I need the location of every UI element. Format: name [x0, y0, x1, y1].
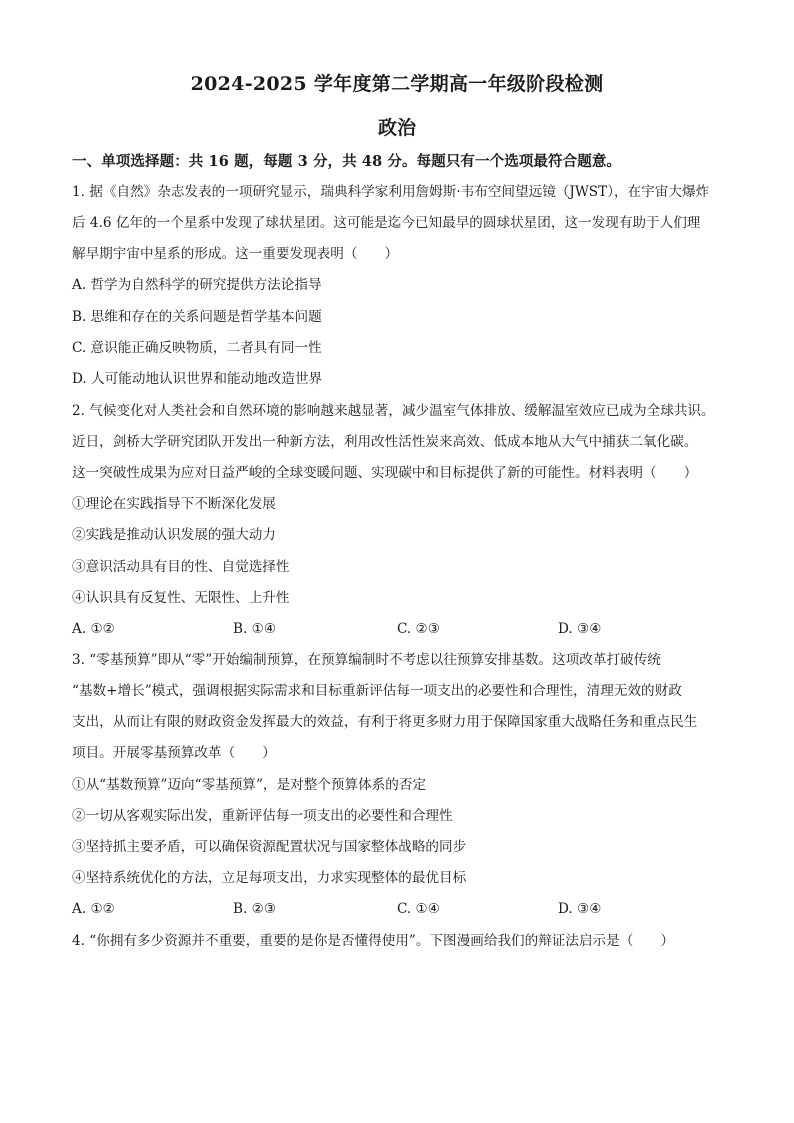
question-3-stem-line-3: 支出，从而让有限的财政资金发挥最大的效益，有利于将更多财力用于保障国家重大战略任务和重点民生	[72, 714, 698, 730]
question-3-choice-c: C. ①④	[397, 901, 440, 917]
question-3-choice-d: D. ③④	[558, 901, 602, 917]
exam-subject: 政治	[377, 117, 416, 139]
question-2-stem-line-1: 2. 气候变化对人类社会和自然环境的影响越来越显著，减少温室气体排放、缓解温室效应已成为全球共识。	[72, 403, 715, 419]
question-2-statement-2: ②实践是推动认识发展的强大动力	[72, 527, 276, 543]
section-heading: 一、单项选择题：共 16 题，每题 3 分，共 48 分。每题只有一个选项最符合题意。	[72, 153, 622, 170]
question-1-stem-line-2: 后 4.6 亿年的一个星系中发现了球状星团。这可能是迄今已知最早的圆球状星团，这一发现有助于人们理	[72, 215, 701, 231]
question-1-option-d: D. 人可能动地认识世界和能动地改造世界	[72, 371, 323, 387]
question-3-statement-1: ①从“基数预算”迈向“零基预算”，是对整个预算体系的否定	[72, 777, 427, 793]
question-1-stem-line-1: 1. 据《自然》杂志发表的一项研究显示，瑞典科学家利用詹姆斯·韦布空间望远镜（JWST），在宇宙大爆炸	[72, 184, 710, 200]
question-3-stem-line-4: 项目。开展零基预算改革（ ）	[72, 745, 276, 761]
question-2-choice-b: B. ①④	[233, 621, 277, 637]
question-3-statement-2: ②一切从客观实际出发，重新评估每一项支出的必要性和合理性	[72, 808, 453, 824]
question-1-stem-line-3: 解早期宇宙中星系的形成。这一重要发现表明（ ）	[72, 246, 399, 262]
question-3-statement-3: ③坚持抓主要矛盾，可以确保资源配置状况与国家整体战略的同步	[72, 839, 467, 855]
question-2-stem-line-3: 这一突破性成果为应对日益严峻的全球变暖问题、实现碳中和目标提供了新的可能性。材料表明（ ）	[72, 465, 698, 481]
question-1-option-a: A. 哲学为自然科学的研究提供方法论指导	[72, 277, 322, 293]
question-3-choice-a: A. ①②	[72, 901, 115, 917]
question-3-stem-line-1: 3. “零基预算”即从“零”开始编制预算，在预算编制时不考虑以往预算安排基数。这项改革打破传统	[72, 652, 661, 668]
question-2-statement-3: ③意识活动具有目的性、自觉选择性	[72, 559, 290, 575]
question-2-choice-a: A. ①②	[72, 621, 115, 637]
question-2-choice-c: C. ②③	[397, 621, 440, 637]
exam-title: 2024-2025 学年度第二学期高一年级阶段检测	[190, 73, 604, 95]
question-1-option-b: B. 思维和存在的关系问题是哲学基本问题	[72, 309, 322, 325]
question-2-stem-line-2: 近日，剑桥大学研究团队开发出一种新方法，利用改性活性炭来高效、低成本地从大气中捕获二氧化碳。	[72, 434, 698, 450]
question-3-statement-4: ④坚持系统优化的方法，立足每项支出，力求实现整体的最优目标	[72, 870, 467, 886]
question-2-statement-1: ①理论在实践指导下不断深化发展	[72, 496, 276, 512]
question-1-option-c: C. 意识能正确反映物质，二者具有同一性	[72, 340, 322, 356]
question-3-stem-line-2: “基数+增长”模式，强调根据实际需求和目标重新评估每一项支出的必要性和合理性，清理无效的财政	[72, 683, 682, 699]
question-3-choice-b: B. ②③	[233, 901, 277, 917]
question-2-choice-d: D. ③④	[558, 621, 602, 637]
question-2-statement-4: ④认识具有反复性、无限性、上升性	[72, 590, 290, 606]
question-4-stem-line-1: 4. “你拥有多少资源并不重要，重要的是你是否懂得使用”。下图漫画给我们的辩证法启示是（ ）	[72, 933, 675, 949]
